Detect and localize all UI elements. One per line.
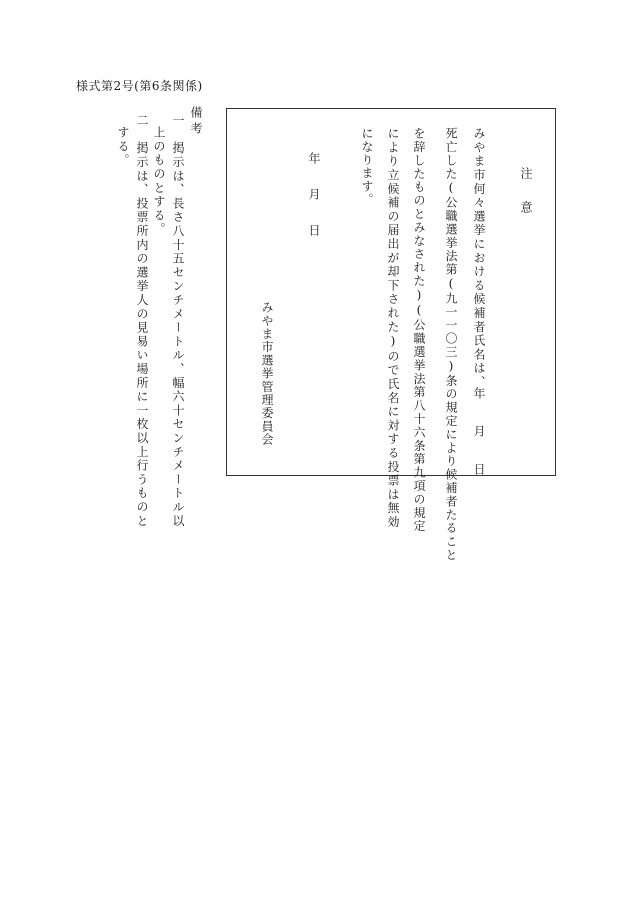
notice-line-5: になります。 <box>360 127 374 207</box>
remarks-heading: 備考 <box>189 106 203 138</box>
notice-line-1-date: 年月日 <box>472 387 486 501</box>
remarks-item-2-line-1: 二 掲示は、投票所内の選挙人の見易い場所に一枚以上行うものと <box>135 114 149 528</box>
notice-line-4: により立候補の届出が却下された)ので氏名に対する投票は無効 <box>386 127 400 530</box>
notice-line-3: を辞したものとみなされた)(公職選挙法第八十六条第九項の規定 <box>412 127 426 533</box>
notice-line-1: みやま市何々選挙における候補者氏名は、 <box>472 127 486 390</box>
remarks-item-1-line-2: 上のものとする。 <box>152 126 166 237</box>
notice-issuer: みやま市選挙管理委員会 <box>260 301 274 447</box>
remarks-item-1-line-1: 一 掲示は、長さ八十五センチメートル、幅六十センチメートル以 <box>171 114 185 528</box>
remarks-item-2-line-2: する。 <box>116 126 130 168</box>
form-number-label: 様式第2号(第6条関係) <box>76 79 203 93</box>
notice-date: 年月日 <box>307 152 321 260</box>
notice-line-2: 死亡した(公職選挙法第(九一一〇三)条の規定により候補者たること <box>444 127 458 562</box>
notice-title: 注意 <box>519 167 533 235</box>
